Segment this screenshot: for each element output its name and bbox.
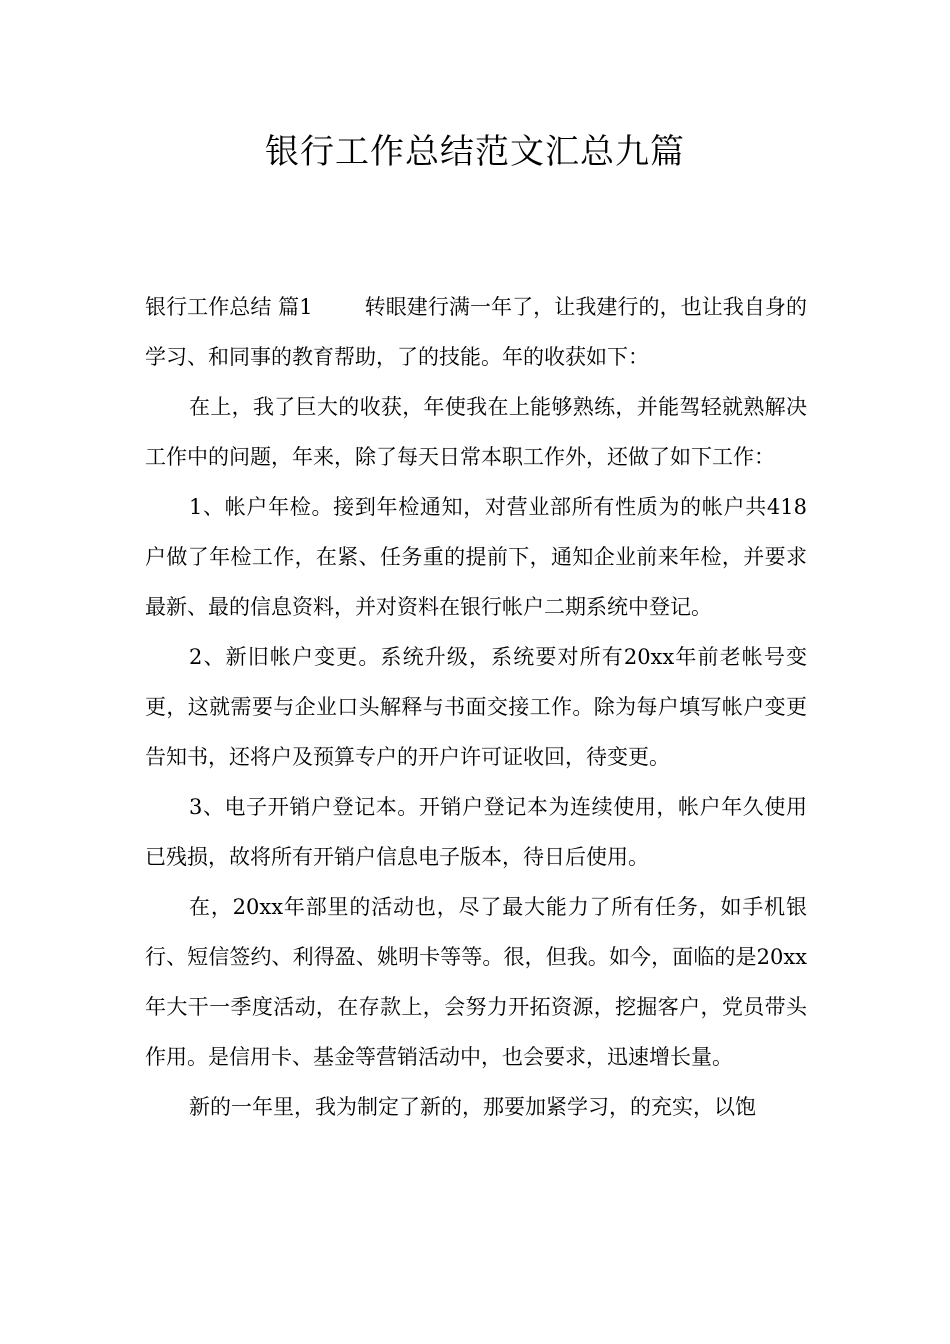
paragraph-text: 转眼建行满一年了，让我建行的，也让我自身的学习、和同事的教育帮助，了的技能。年的收获如下： — [145, 295, 807, 369]
document-body — [145, 282, 807, 1132]
paragraph: 新的一年里，我为制定了新的，那要加紧学习，的充实，以饱 — [189, 1095, 756, 1119]
paragraph: 2、新旧帐户变更。系统升级，系统要对所有20xx年前老帐号变更，这就需要与企业口头解释与书面交接工作。除为每户填写帐户变更告知书，还将户及预算专户的开户许可证收回，待变更。 — [145, 645, 807, 769]
paragraph: 在，20xx年部里的活动也，尽了最大能力了所有任务，如手机银行、短信签约、利得盈、姚明卡等等。很，但我。如今，面临的是20xx年大干一季度活动，在存款上，会努力开拓资源，挖掘客户，党员带头作用。是信用卡、基金等营销活动中，也会要求，迅速增长量。 — [145, 895, 807, 1069]
paragraph: 在上，我了巨大的收获，年使我在上能够熟练，并能驾轻就熟解决工作中的问题，年来，除了每天日常本职工作外，还做了如下工作： — [145, 395, 807, 469]
paragraph: 3、电子开销户登记本。开销户登记本为连续使用，帐户年久使用已残损，故将所有开销户信息电子版本，待日后使用。 — [145, 795, 807, 869]
section-heading: 银行工作总结 篇1 — [145, 295, 313, 319]
document-title: 银行工作总结范文汇总九篇 — [265, 132, 685, 172]
paragraph: 1、帐户年检。接到年检通知，对营业部所有性质为的帐户共418户做了年检工作，在紧、任务重的提前下，通知企业前来年检，并要求最新、最的信息资料，并对资料在银行帐户二期系统中登记。 — [145, 495, 807, 619]
paragraph-intro — [145, 282, 807, 382]
